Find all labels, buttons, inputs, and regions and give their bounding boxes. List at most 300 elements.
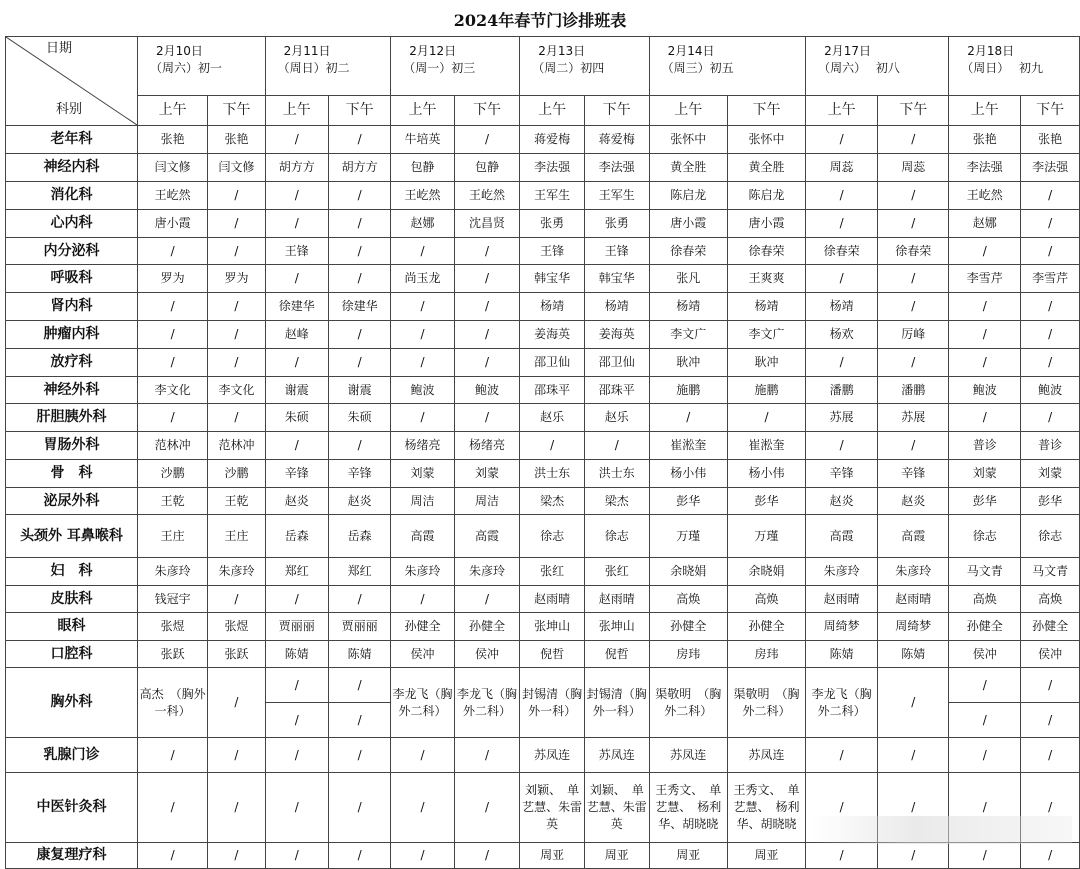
schedule-cell: 鲍波 (391, 377, 455, 404)
schedule-cell: / (391, 349, 455, 377)
schedule-subcell: / (949, 668, 1020, 703)
schedule-cell: 万瑾 (727, 515, 805, 558)
schedule-cell: 崔淞奎 (727, 432, 805, 460)
schedule-cell: 梁杰 (520, 488, 585, 515)
schedule-cell: / (454, 126, 519, 154)
schedule-cell: 苏凤连 (584, 738, 649, 773)
dept-name: 胸外科 (6, 668, 138, 738)
schedule-cell: / (1021, 210, 1080, 238)
schedule-cell: / (208, 668, 265, 738)
schedule-cell: 韩宝华 (584, 265, 649, 293)
schedule-cell: 邵卫仙 (584, 349, 649, 377)
schedule-cell: / (208, 404, 265, 432)
schedule-cell: 周亚 (584, 843, 649, 869)
schedule-cell: 侯冲 (391, 641, 455, 668)
schedule-cell: / (1021, 738, 1080, 773)
schedule-cell: 周亚 (520, 843, 585, 869)
schedule-cell: 王秀文、 单艺慧、 杨利华、胡晓晓 (727, 773, 805, 843)
schedule-cell: 邵卫仙 (520, 349, 585, 377)
schedule-cell: / (328, 843, 390, 869)
schedule-cell: / (878, 773, 949, 843)
schedule-subcell: / (1021, 668, 1079, 703)
schedule-cell: / (208, 349, 265, 377)
schedule-cell: 谢震 (328, 377, 390, 404)
schedule-subcell: / (329, 668, 390, 703)
schedule-cell: 张坤山 (520, 613, 585, 641)
schedule-cell: 王锋 (584, 238, 649, 265)
half-day-am-4: 上午 (649, 96, 727, 126)
schedule-cell: 张勇 (520, 210, 585, 238)
schedule-cell: 李雪芹 (1021, 265, 1080, 293)
dept-name: 肿瘤内科 (6, 321, 138, 349)
schedule-cell-split (949, 668, 1021, 738)
schedule-cell: 张艳 (138, 126, 208, 154)
schedule-cell: 周洁 (391, 488, 455, 515)
schedule-cell: 赵娜 (391, 210, 455, 238)
schedule-cell: 李法强 (1021, 154, 1080, 182)
schedule-cell: 王乾 (208, 488, 265, 515)
schedule-cell-split (265, 668, 328, 738)
half-day-pm-3: 下午 (584, 96, 649, 126)
schedule-cell: 周洁 (454, 488, 519, 515)
schedule-cell: 刘蒙 (391, 460, 455, 488)
schedule-cell: / (265, 265, 328, 293)
schedule-cell: / (265, 210, 328, 238)
schedule-cell: 辛锋 (265, 460, 328, 488)
schedule-cell: / (949, 349, 1021, 377)
schedule-cell: / (208, 293, 265, 321)
schedule-cell: 张红 (584, 558, 649, 586)
schedule-cell: 耿冲 (649, 349, 727, 377)
schedule-cell: 包静 (391, 154, 455, 182)
schedule-cell: 施鹏 (649, 377, 727, 404)
table-row (6, 377, 1080, 404)
schedule-cell: 赵炎 (265, 488, 328, 515)
schedule-cell: 侯冲 (454, 641, 519, 668)
schedule-cell: 赵雨晴 (520, 586, 585, 613)
schedule-cell: 蒋爱梅 (584, 126, 649, 154)
schedule-cell: / (806, 432, 878, 460)
schedule-cell: 王军生 (520, 182, 585, 210)
schedule-cell: / (328, 349, 390, 377)
schedule-cell: 周亚 (727, 843, 805, 869)
table-row (6, 349, 1080, 377)
schedule-cell: 侯冲 (1021, 641, 1080, 668)
schedule-cell: 房玮 (727, 641, 805, 668)
schedule-cell: 张坤山 (584, 613, 649, 641)
schedule-cell: 王军生 (584, 182, 649, 210)
schedule-cell: / (878, 126, 949, 154)
table-row (6, 238, 1080, 265)
dept-name: 康复理疗科 (6, 843, 138, 869)
schedule-cell: 高焕 (649, 586, 727, 613)
table-row (6, 488, 1080, 515)
schedule-cell: 王秀文、 单艺慧、 杨利华、胡晓晓 (649, 773, 727, 843)
schedule-cell: 尚玉龙 (391, 265, 455, 293)
schedule-cell: 潘鹏 (806, 377, 878, 404)
schedule-cell: 杨绪亮 (391, 432, 455, 460)
schedule-cell: 高霞 (454, 515, 519, 558)
schedule-cell: / (265, 843, 328, 869)
schedule-cell: 孙健全 (1021, 613, 1080, 641)
page-title: 2024年春节门诊排班表 (453, 11, 627, 30)
schedule-cell: 余晓娟 (649, 558, 727, 586)
schedule-cell: 高霞 (878, 515, 949, 558)
schedule-cell: 赵雨晴 (584, 586, 649, 613)
schedule-cell: 刘蒙 (949, 460, 1021, 488)
schedule-cell: / (454, 843, 519, 869)
schedule-cell: 陈婧 (265, 641, 328, 668)
dept-name: 肝胆胰外科 (6, 404, 138, 432)
schedule-cell: / (878, 182, 949, 210)
schedule-cell: 万瑾 (649, 515, 727, 558)
schedule-cell: / (138, 293, 208, 321)
schedule-cell: 杨靖 (727, 293, 805, 321)
schedule-cell: 赵雨晴 (878, 586, 949, 613)
schedule-cell: / (949, 738, 1021, 773)
schedule-cell: / (265, 349, 328, 377)
date-header-5: 2月17日 （周六） 初八 (806, 37, 949, 96)
schedule-cell: / (328, 126, 390, 154)
schedule-cell: / (138, 773, 208, 843)
schedule-cell: 徐志 (584, 515, 649, 558)
half-day-am-6: 上午 (949, 96, 1021, 126)
schedule-cell: / (454, 586, 519, 613)
schedule-cell: 孙健全 (454, 613, 519, 641)
schedule-cell: 倪哲 (520, 641, 585, 668)
schedule-cell: / (806, 182, 878, 210)
schedule-cell: 徐志 (520, 515, 585, 558)
half-day-am-1: 上午 (265, 96, 328, 126)
schedule-cell: 彭华 (649, 488, 727, 515)
schedule-cell: 陈启龙 (649, 182, 727, 210)
schedule-cell: 郑红 (265, 558, 328, 586)
schedule-cell: 朱彦玲 (391, 558, 455, 586)
schedule-cell: 徐春荣 (806, 238, 878, 265)
schedule-cell: 高焕 (949, 586, 1021, 613)
schedule-cell: 崔淞奎 (649, 432, 727, 460)
schedule-cell: 罗为 (208, 265, 265, 293)
schedule-cell: / (391, 238, 455, 265)
schedule-cell: / (949, 293, 1021, 321)
half-day-pm-2: 下午 (454, 96, 519, 126)
schedule-subcell: / (1048, 713, 1053, 727)
schedule-cell: / (328, 321, 390, 349)
schedule-cell: 赵乐 (584, 404, 649, 432)
schedule-cell: 杨靖 (520, 293, 585, 321)
schedule-cell: / (878, 432, 949, 460)
schedule-cell: 周蕊 (806, 154, 878, 182)
schedule-cell: 唐小霞 (649, 210, 727, 238)
half-day-pm-0: 下午 (208, 96, 265, 126)
table-row (6, 321, 1080, 349)
table-row (6, 558, 1080, 586)
schedule-cell: / (878, 349, 949, 377)
schedule-cell: 苏凤连 (520, 738, 585, 773)
schedule-cell: / (208, 321, 265, 349)
schedule-cell: / (138, 349, 208, 377)
schedule-cell: 牛培英 (391, 126, 455, 154)
half-day-am-0: 上午 (138, 96, 208, 126)
schedule-cell: 杨靖 (649, 293, 727, 321)
schedule-cell: 杨欢 (806, 321, 878, 349)
schedule-cell: / (208, 238, 265, 265)
schedule-cell: / (949, 773, 1021, 843)
date-header-4: 2月14日 （周三）初五 (649, 37, 805, 96)
schedule-cell: / (138, 843, 208, 869)
schedule-cell: 封锡清（胸外一科） (584, 668, 649, 738)
half-day-header-row (6, 96, 1080, 126)
dept-name: 中医针灸科 (6, 773, 138, 843)
schedule-cell: 徐志 (949, 515, 1021, 558)
schedule-cell: 李雪芹 (949, 265, 1021, 293)
schedule-cell: / (391, 738, 455, 773)
schedule-cell: / (328, 210, 390, 238)
schedule-cell: 辛锋 (328, 460, 390, 488)
table-row (6, 586, 1080, 613)
schedule-cell: / (1021, 293, 1080, 321)
half-day-pm-1: 下午 (328, 96, 390, 126)
schedule-cell: 杨小伟 (727, 460, 805, 488)
schedule-cell: 李文广 (649, 321, 727, 349)
schedule-cell: 洪士东 (520, 460, 585, 488)
table-row (6, 210, 1080, 238)
schedule-cell: 厉峰 (878, 321, 949, 349)
schedule-cell: 朱彦玲 (208, 558, 265, 586)
schedule-cell: 孙健全 (649, 613, 727, 641)
schedule-cell: / (878, 843, 949, 869)
table-row (6, 613, 1080, 641)
schedule-cell: 杨小伟 (649, 460, 727, 488)
schedule-cell: 胡方方 (265, 154, 328, 182)
schedule-cell: 杨靖 (806, 293, 878, 321)
schedule-cell: / (391, 321, 455, 349)
schedule-cell: 韩宝华 (520, 265, 585, 293)
schedule-cell: 刘颖、 单艺慧、朱雷英 (584, 773, 649, 843)
schedule-cell: 赵乐 (520, 404, 585, 432)
schedule-cell: / (878, 293, 949, 321)
schedule-cell: 赵娜 (949, 210, 1021, 238)
schedule-cell: 岳森 (328, 515, 390, 558)
schedule-cell: 高焕 (1021, 586, 1080, 613)
schedule-cell: 沙鹏 (208, 460, 265, 488)
schedule-cell: / (328, 432, 390, 460)
schedule-cell: / (806, 773, 878, 843)
schedule-cell: 鲍波 (949, 377, 1021, 404)
half-day-am-5: 上午 (806, 96, 878, 126)
schedule-cell: 杨绪亮 (454, 432, 519, 460)
schedule-cell: / (806, 349, 878, 377)
schedule-cell: 张勇 (584, 210, 649, 238)
schedule-cell: 唐小霞 (727, 210, 805, 238)
schedule-cell: 徐建华 (328, 293, 390, 321)
schedule-cell: / (584, 432, 649, 460)
schedule-cell: 李文化 (208, 377, 265, 404)
schedule-cell: / (649, 404, 727, 432)
schedule-cell-split (328, 668, 390, 738)
dept-name: 口腔科 (6, 641, 138, 668)
schedule-cell: / (138, 238, 208, 265)
schedule-cell: 苏凤连 (727, 738, 805, 773)
table-row (6, 515, 1080, 558)
schedule-cell: 闫文修 (138, 154, 208, 182)
schedule-cell: / (454, 738, 519, 773)
schedule-cell: 李法强 (520, 154, 585, 182)
schedule-cell: 邵珠平 (520, 377, 585, 404)
schedule-cell: 高霞 (806, 515, 878, 558)
schedule-cell: 房玮 (649, 641, 727, 668)
schedule-cell: 高霞 (391, 515, 455, 558)
schedule-cell: 蒋爱梅 (520, 126, 585, 154)
table-row (6, 126, 1080, 154)
schedule-cell: / (727, 404, 805, 432)
date-header-0: 2月10日 （周六）初一 (138, 37, 266, 96)
corner-date-label: 日期 (46, 41, 73, 56)
schedule-cell: 张怀中 (649, 126, 727, 154)
dept-name: 放疗科 (6, 349, 138, 377)
schedule-cell: 苏展 (806, 404, 878, 432)
schedule-table (5, 36, 1080, 869)
schedule-cell: / (328, 586, 390, 613)
half-day-pm-5: 下午 (878, 96, 949, 126)
schedule-cell: 岳森 (265, 515, 328, 558)
schedule-cell: / (878, 668, 949, 738)
schedule-cell: 张煜 (208, 613, 265, 641)
half-day-am-3: 上午 (520, 96, 585, 126)
schedule-cell: 王屹然 (454, 182, 519, 210)
schedule-cell: 马文青 (1021, 558, 1080, 586)
table-row (6, 265, 1080, 293)
schedule-cell: 苏展 (878, 404, 949, 432)
schedule-cell: 倪哲 (584, 641, 649, 668)
schedule-cell: 渠敬明 （胸外二科） (727, 668, 805, 738)
schedule-cell: 李龙飞（胸外二科） (806, 668, 878, 738)
schedule-cell: / (1021, 182, 1080, 210)
schedule-cell: 渠敬明 （胸外二科） (649, 668, 727, 738)
dept-name: 呼吸科 (6, 265, 138, 293)
schedule-cell: 王屹然 (138, 182, 208, 210)
schedule-cell: 朱彦玲 (454, 558, 519, 586)
dept-name: 消化科 (6, 182, 138, 210)
schedule-cell: 罗为 (138, 265, 208, 293)
schedule-cell: 王庄 (138, 515, 208, 558)
schedule-cell: 周蕊 (878, 154, 949, 182)
half-day-pm-6: 下午 (1021, 96, 1080, 126)
schedule-cell: 徐志 (1021, 515, 1080, 558)
schedule-cell: 闫文修 (208, 154, 265, 182)
schedule-cell: 范林冲 (208, 432, 265, 460)
schedule-cell: / (208, 210, 265, 238)
schedule-cell: 刘蒙 (454, 460, 519, 488)
schedule-cell: 张凡 (649, 265, 727, 293)
schedule-cell: 黄全胜 (727, 154, 805, 182)
schedule-cell: / (878, 265, 949, 293)
schedule-cell: / (1021, 349, 1080, 377)
schedule-cell: 普诊 (1021, 432, 1080, 460)
schedule-cell: / (949, 843, 1021, 869)
schedule-cell: / (208, 738, 265, 773)
schedule-cell: 封锡清（胸外一科） (520, 668, 585, 738)
schedule-cell: / (391, 293, 455, 321)
schedule-cell: 王爽爽 (727, 265, 805, 293)
schedule-cell: 施鹏 (727, 377, 805, 404)
schedule-cell: 黄全胜 (649, 154, 727, 182)
schedule-cell: 贾丽丽 (265, 613, 328, 641)
schedule-cell: / (265, 182, 328, 210)
schedule-cell: 赵炎 (328, 488, 390, 515)
schedule-cell: 周绮梦 (878, 613, 949, 641)
schedule-cell: 梁杰 (584, 488, 649, 515)
schedule-cell: 彭华 (949, 488, 1021, 515)
schedule-cell: / (454, 404, 519, 432)
table-row (6, 154, 1080, 182)
schedule-cell: / (1021, 404, 1080, 432)
schedule-cell: 陈婧 (806, 641, 878, 668)
schedule-cell: / (208, 182, 265, 210)
schedule-cell: 朱彦玲 (806, 558, 878, 586)
schedule-cell: / (391, 843, 455, 869)
schedule-cell: 张艳 (208, 126, 265, 154)
schedule-cell: 沈昌贤 (454, 210, 519, 238)
schedule-cell: 徐春荣 (727, 238, 805, 265)
schedule-cell: / (208, 586, 265, 613)
dept-name: 胃肠外科 (6, 432, 138, 460)
schedule-cell: / (208, 773, 265, 843)
schedule-cell: 张艳 (949, 126, 1021, 154)
schedule-cell: / (1021, 773, 1080, 843)
schedule-cell: / (949, 321, 1021, 349)
half-day-am-2: 上午 (391, 96, 455, 126)
schedule-cell: 侯冲 (949, 641, 1021, 668)
half-day-pm-4: 下午 (727, 96, 805, 126)
schedule-cell: 潘鹏 (878, 377, 949, 404)
table-row (6, 182, 1080, 210)
schedule-cell: 唐小霞 (138, 210, 208, 238)
schedule-cell: 李文化 (138, 377, 208, 404)
schedule-cell: 张跃 (208, 641, 265, 668)
schedule-cell: / (454, 321, 519, 349)
schedule-subcell: / (357, 713, 362, 727)
dept-name: 泌尿外科 (6, 488, 138, 515)
schedule-cell: / (454, 238, 519, 265)
schedule-cell: 普诊 (949, 432, 1021, 460)
schedule-cell: 李法强 (584, 154, 649, 182)
schedule-cell: 张红 (520, 558, 585, 586)
dept-name: 妇 科 (6, 558, 138, 586)
schedule-cell: 朱彦玲 (878, 558, 949, 586)
schedule-cell: / (454, 293, 519, 321)
schedule-cell: 耿冲 (727, 349, 805, 377)
date-header-2: 2月12日 （周一）初三 (391, 37, 520, 96)
schedule-cell: 钱冠宇 (138, 586, 208, 613)
schedule-cell: 王锋 (265, 238, 328, 265)
schedule-cell: 王庄 (208, 515, 265, 558)
schedule-cell: 贾丽丽 (328, 613, 390, 641)
table-row (6, 773, 1080, 843)
schedule-cell: / (454, 349, 519, 377)
dept-name: 头颈外 耳鼻喉科 (6, 515, 138, 558)
schedule-cell: / (328, 265, 390, 293)
schedule-cell: / (454, 265, 519, 293)
dept-name: 心内科 (6, 210, 138, 238)
schedule-cell: 王锋 (520, 238, 585, 265)
schedule-cell: 鲍波 (1021, 377, 1080, 404)
schedule-cell: / (138, 404, 208, 432)
schedule-cell: 孙健全 (727, 613, 805, 641)
schedule-cell: 朱彦玲 (138, 558, 208, 586)
schedule-cell: 余晓娟 (727, 558, 805, 586)
schedule-cell: / (949, 404, 1021, 432)
